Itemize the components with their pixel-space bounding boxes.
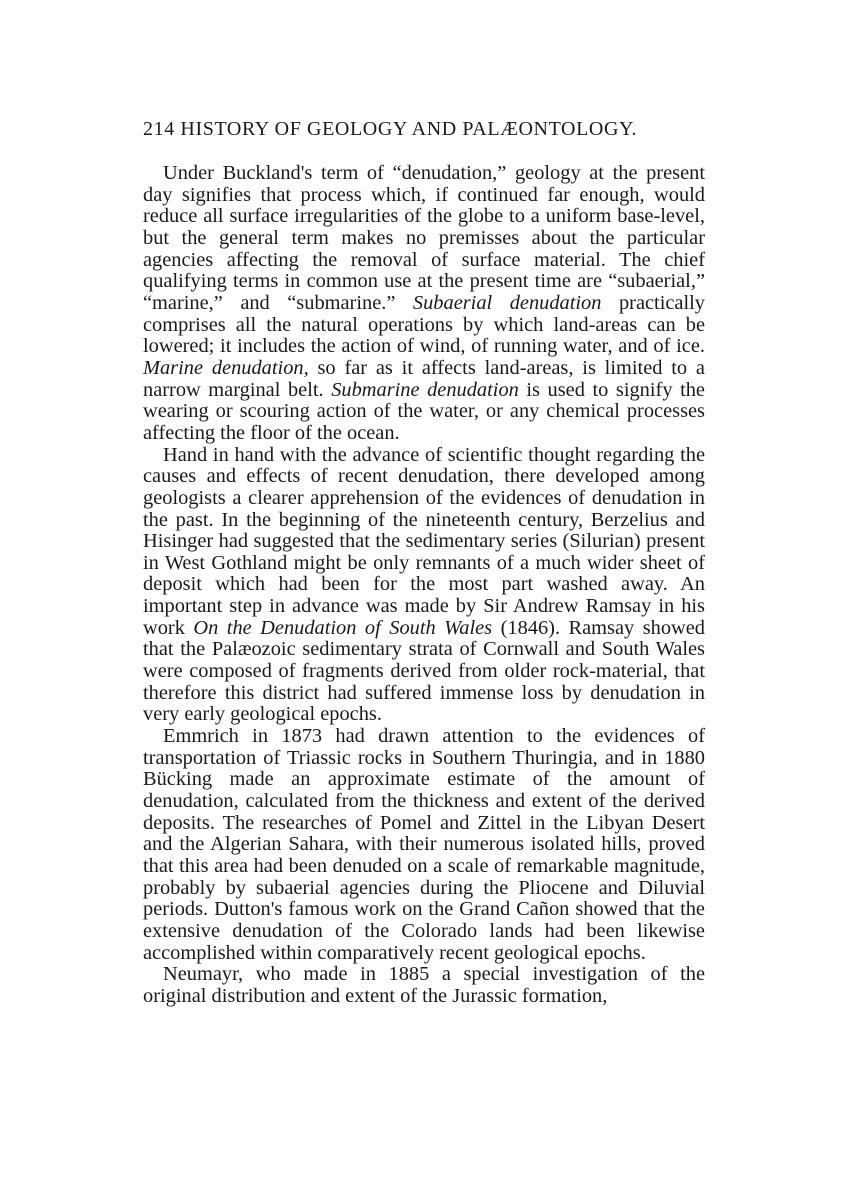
text-run: (1846). Ramsay showed that the Palæozoic sedimentary strata of Cornwall and South Wales were composed of fragments derived from older rock-material, that therefore this district had suffered immense loss by denudation in very early geological epochs. bbox=[143, 616, 705, 726]
italic-term: Marine denudation, bbox=[143, 356, 309, 379]
page-number: 214 bbox=[143, 118, 175, 140]
text-run: Neumayr, who made in 1885 a special investigation of the original distribution and extent of the Jurassic formation, bbox=[143, 963, 705, 1007]
book-title: On the Denudation of South Wales bbox=[193, 616, 493, 639]
paragraph-4 bbox=[143, 964, 705, 1007]
paragraph-3 bbox=[143, 726, 705, 964]
paragraph-2 bbox=[143, 445, 705, 727]
text-run: practically comprises all the natural operations by which land-areas can be lowered; it includes the action of wind, of running water, and of ice. bbox=[143, 291, 705, 358]
body-text bbox=[143, 163, 705, 1008]
italic-term: Subaerial denudation bbox=[412, 291, 602, 314]
text-run: Emmrich in 1873 had drawn attention to the evidences of transportation of Triassic rocks in Southern Thuringia, and in 1880 Bücking made an approximate estimate of the amount of denudation, calculated from the thickness and extent of the derived deposits. The researches of Pomel and Zittel in the Libyan Desert and the Algerian Sahara, with their numerous isolated hills, proved that this area had been denuded on a scale of remarkable magnitude, probably by subaerial agencies during the Pliocene and Diluvial periods. Dutton's famous work on the Grand Cañon showed that the extensive denudation of the Colorado lands had been likewise accomplished within comparatively recent geological epochs. bbox=[143, 725, 705, 964]
running-header bbox=[143, 118, 703, 141]
paragraph-1 bbox=[143, 163, 705, 445]
running-title: HISTORY OF GEOLOGY AND PALÆONTOLOGY. bbox=[180, 118, 638, 140]
text-run: so far as it affects land-areas, is limited to a narrow marginal belt. bbox=[143, 356, 705, 401]
text-run: Under Buckland's term of “denudation,” geology at the present day signifies that process which, if continued far enough, would reduce all surface irregularities of the globe to a uniform base-level, but the general term makes no premisses about the particular agencies affecting the removal of surface material. The chief qualifying terms in common use at the present time are “subaerial,” “marine,” and “submarine.” bbox=[143, 162, 705, 314]
text-run: Hand in hand with the advance of scientific thought regarding the causes and effects of recent denudation, there developed among geologists a clearer apprehension of the evidences of denudation in the past. In the beginning of the nineteenth century, Berzelius and Hisinger had suggested that the sedimentary series (Silurian) present in West Gothland might be only remnants of a much wider sheet of deposit which had been for the most part washed away. An important step in advance was made by Sir Andrew Ramsay in his work bbox=[143, 443, 705, 639]
text-run: is used to signify the wearing or scouring action of the water, or any chemical processes affecting the floor of the ocean. bbox=[143, 378, 705, 444]
italic-term: Submarine denudation bbox=[331, 378, 519, 401]
